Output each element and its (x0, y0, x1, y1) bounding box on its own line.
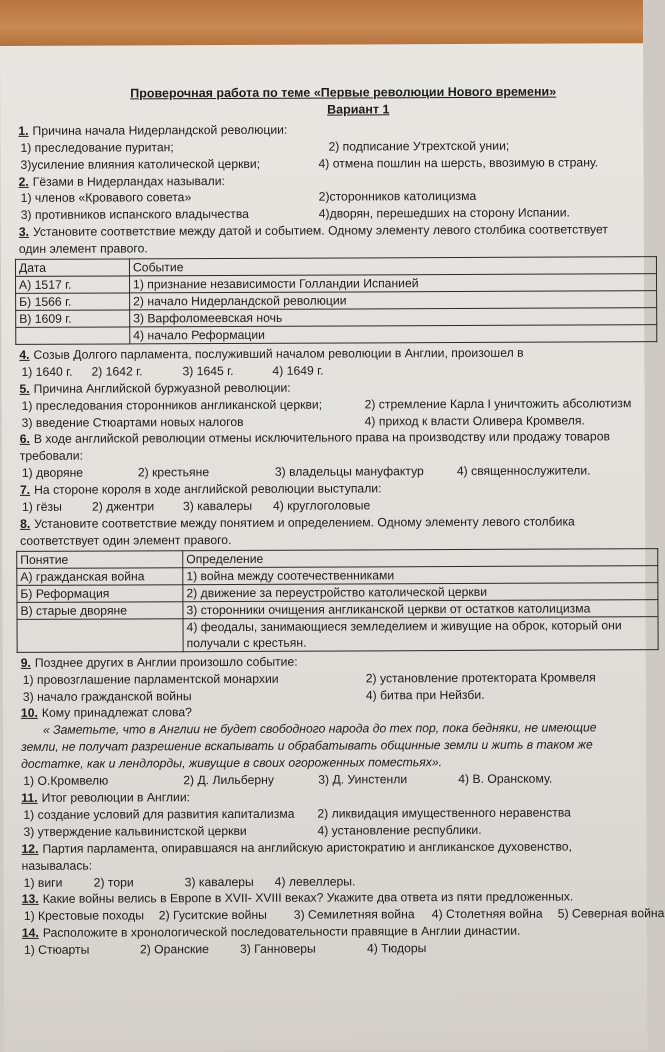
worksheet-variant: Вариант 1 (327, 102, 390, 117)
question-number: 1. (18, 123, 29, 138)
question-number: 7. (19, 483, 31, 498)
question-number: 8. (20, 516, 31, 531)
table-row (17, 599, 658, 619)
option: 3) начало гражданской войны (22, 688, 192, 704)
question-number: 2. (18, 174, 29, 189)
table-cell: 3) сторонники очищения англиканской церкви от остатков католицизма (183, 599, 658, 618)
options-row (22, 872, 662, 892)
options-row (21, 770, 661, 790)
options-row (20, 462, 660, 482)
question-text: Партия парламента, опиравшаяся на английскую аристократию и англиканское духовенство, (42, 839, 572, 856)
table-cell: 1) признание независимости Голландии Испанией (130, 274, 657, 293)
option: 4) круглоголовые (272, 498, 371, 513)
option: 4) приход к власти Оливера Кромвеля. (364, 413, 585, 429)
question-number: 11. (21, 790, 38, 805)
option: 4) отмена пошлин на шерсть, ввозимую в страну. (318, 155, 599, 171)
option: 1) членов «Кровавого совета» (20, 190, 192, 206)
question-text: На стороне короля в ходе английской революции выступали: (34, 481, 382, 498)
option: 5) Северная война (557, 906, 665, 921)
question-text: Причина Английской буржуазной революции: (33, 380, 291, 396)
question-text: Установите соответствие между датой и событием. Одному элементу левого столбика соответствует (32, 222, 608, 240)
option: 2) крестьяне (137, 465, 210, 480)
question-text-continued: требовали: (19, 449, 84, 464)
matching-table-definitions (16, 548, 658, 653)
question-text: Какие войны велись в Европе в XVII- XVIII веках? Укажите два ответа из пяти предложенных. (42, 889, 574, 907)
option: 2) 1642 г. (91, 364, 143, 379)
quote-line: « Заметьте, что в Англии не будет свободного народа до тех пор, пока бедняки, не имеющие (42, 720, 597, 738)
table-cell (16, 327, 130, 344)
option: 3) Д. Уинстенли (318, 772, 408, 787)
question-text: Итог революции в Англии: (41, 790, 191, 805)
option: 1) гёзы (21, 499, 62, 515)
question-3 (19, 221, 659, 241)
option: 4) 1649 г. (272, 363, 324, 378)
table-cell: А) гражданская война (17, 568, 183, 586)
option: 1) виги (23, 875, 63, 890)
option: 2) подписание Утрехтской унии; (328, 138, 510, 154)
option: 2) ликвидация имущественного неравенства (317, 805, 571, 821)
question-text: Установите соответствие между понятием и определением. Одному элементу левого столбика (34, 514, 575, 531)
question-8 (20, 513, 660, 533)
option: 2) Гуситские войны (158, 908, 267, 923)
question-6 (20, 429, 660, 449)
option: 1) 1640 г. (21, 364, 73, 379)
option: 1) дворяне (21, 465, 84, 481)
options-row (19, 361, 659, 381)
question-text: В ходе английской революции отмены исключительного права на производству или продажу товаров (33, 429, 610, 447)
question-number: 4. (19, 347, 30, 362)
option: 3) владельцы мануфактур (274, 464, 424, 480)
question-number: 6. (19, 432, 30, 447)
table-cell (17, 619, 183, 653)
question-number: 14. (21, 926, 39, 941)
wooden-table-background (0, 0, 643, 50)
table-cell: 1) война между соотечественниками (183, 565, 658, 584)
question-text-continued: один элемент правого. (18, 241, 148, 257)
quote-line: земли, не получат разрешение вскапывать и обрабатывать общинные земли и жить в таком же (21, 737, 593, 755)
option: 4) Тюдоры (366, 941, 427, 956)
option: 1) создание условий для развития капитализма (23, 806, 295, 822)
option: 4) В. Оранскому. (458, 771, 553, 787)
table-header-cell: Понятие (17, 551, 183, 569)
table-cell: Б) 1566 г. (16, 293, 130, 310)
option: 3) утверждение кальвинистской церкви (23, 823, 247, 839)
option: 3) Семилетняя война (293, 907, 415, 923)
option: 4)дворян, перешедших на сторону Испании. (318, 205, 570, 221)
question-text: Причина начала Нидерландской революции: (32, 122, 288, 138)
table-header-cell: Определение (183, 548, 658, 567)
question-text: Созыв Долгого парламента, послуживший началом революции в Англии, произошел в (33, 345, 524, 362)
table-cell (183, 616, 658, 651)
option: 4) установление республики. (317, 822, 482, 838)
table-cell: 2) начало Нидерландской революции (130, 291, 657, 310)
question-text: Кому принадлежат слова? (41, 705, 192, 721)
question-number: 3. (18, 225, 30, 240)
worksheet-paper (0, 43, 665, 1052)
option: 4) левеллеры. (274, 873, 356, 889)
options-row (20, 412, 660, 432)
question-number: 10. (20, 706, 38, 721)
question-number: 5. (19, 381, 30, 396)
option: 3) введение Стюартами новых налогов (21, 414, 244, 430)
question-text: Позднее других в Англии произошло событие: (34, 654, 298, 670)
option: 1) О.Кромвелю (23, 773, 109, 789)
table-header-cell: Событие (129, 257, 656, 276)
option: 4) Столетняя война (431, 906, 543, 922)
option: 4) священнослужители. (456, 463, 591, 479)
option: 3) противников испанского владычества (20, 207, 249, 223)
question-text: Гёзами в Нидерландах называли: (32, 173, 225, 189)
table-cell: Б) Реформация (17, 585, 183, 603)
table-cell: В) 1609 г. (16, 310, 130, 327)
options-row (20, 496, 660, 516)
option: 2)сторонников католицизма (318, 189, 477, 205)
option: 1) преследования сторонников англиканской церкви; (21, 397, 323, 413)
option: 1) Стюарты (23, 942, 90, 957)
option: 2) Д. Лильберну (183, 772, 274, 788)
options-row (21, 821, 661, 841)
options-row (21, 686, 661, 706)
cell-line: 4) феодалы, занимающиеся земледелием и живущие на оброк, который они (186, 618, 622, 634)
quote-line: достатке, как и лендлорды, живущие в своих огороженных поместьях». (21, 755, 443, 772)
table-row (17, 616, 658, 652)
cell-line: получали с крестьян. (186, 635, 307, 650)
option: 1) провозглашение парламентской монархии (22, 671, 279, 687)
option: 1) преследование пуритан; (20, 139, 174, 155)
option: 3) Ганноверы (239, 941, 316, 957)
table-row (16, 325, 657, 345)
option: 4) битва при Нейзби. (365, 687, 485, 703)
option: 3) кавалеры (184, 874, 254, 889)
table-cell: А) 1517 г. (16, 276, 130, 293)
table-cell: 2) движение за переустройство католической церкви (183, 582, 658, 601)
table-cell: 3) Варфоломеевская ночь (130, 308, 657, 327)
option: 2) тори (93, 874, 134, 890)
option: 3) 1645 г. (182, 363, 234, 379)
question-number: 13. (21, 892, 39, 907)
question-text: Расположите в хронологической последовательности правящие в Англии династии. (42, 923, 521, 941)
option: 2) джентри (91, 499, 155, 514)
option: 1) Крестовые походы (23, 908, 145, 924)
options-row (18, 154, 658, 174)
option: 2) стремление Карла I уничтожить абсолютизм (364, 395, 632, 412)
question-text-continued: соответствует один элемент правого. (20, 532, 232, 548)
matching-table-dates (15, 256, 657, 345)
options-row (19, 204, 659, 224)
option: 2) Оранские (139, 942, 209, 957)
option: 3) кавалеры (182, 498, 253, 514)
table-cell: 4) начало Реформации (130, 325, 657, 344)
worksheet-content (18, 83, 665, 959)
options-row (22, 939, 662, 959)
question-text-continued: называлась: (21, 858, 93, 873)
option: 2) установление протектората Кромвеля (365, 670, 596, 686)
worksheet-title: Проверочная работа по теме «Первые революции Нового времени» (130, 84, 557, 101)
question-number: 12. (21, 841, 39, 856)
table-header-cell: Дата (15, 259, 129, 276)
options-row (22, 905, 665, 925)
question-number: 9. (20, 655, 31, 670)
question-12 (21, 838, 661, 858)
option: 3)усиление влияния католической церкви; (20, 156, 261, 172)
table-cell: В) старые дворяне (17, 602, 183, 620)
